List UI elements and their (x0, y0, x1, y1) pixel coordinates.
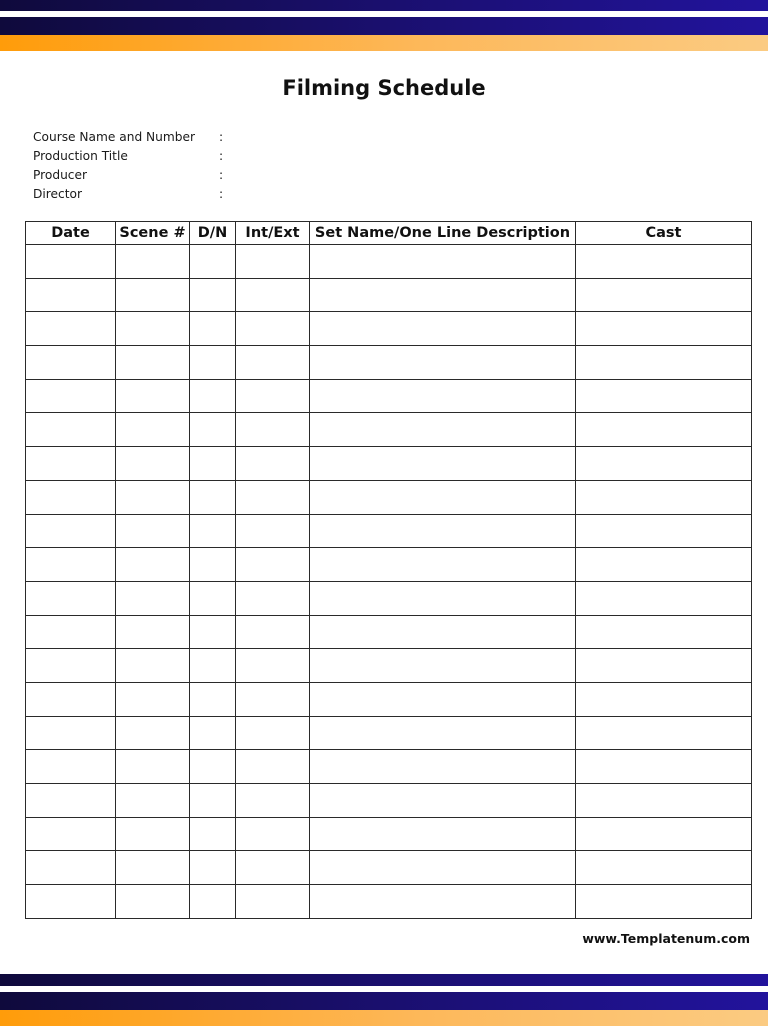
table-row (26, 784, 752, 818)
cell-cast[interactable] (576, 245, 752, 279)
cell-cast[interactable] (576, 413, 752, 447)
cell-int-ext[interactable] (236, 716, 310, 750)
cell-scene[interactable] (116, 447, 190, 481)
table-body (26, 245, 752, 919)
cell-set-description[interactable] (310, 851, 576, 885)
page-title: Filming Schedule (282, 76, 486, 100)
cell-date[interactable] (26, 480, 116, 514)
cell-set-description[interactable] (310, 447, 576, 481)
cell-day-night[interactable] (190, 649, 236, 683)
cell-date[interactable] (26, 346, 116, 380)
cell-cast[interactable] (576, 581, 752, 615)
cell-day-night[interactable] (190, 312, 236, 346)
cell-int-ext[interactable] (236, 480, 310, 514)
cell-set-description[interactable] (310, 649, 576, 683)
cell-date[interactable] (26, 548, 116, 582)
cell-day-night[interactable] (190, 379, 236, 413)
cell-cast[interactable] (576, 817, 752, 851)
cell-int-ext[interactable] (236, 413, 310, 447)
cell-day-night[interactable] (190, 514, 236, 548)
cell-int-ext[interactable] (236, 312, 310, 346)
cell-set-description[interactable] (310, 581, 576, 615)
cell-date[interactable] (26, 817, 116, 851)
cell-set-description[interactable] (310, 312, 576, 346)
cell-int-ext[interactable] (236, 784, 310, 818)
cell-scene[interactable] (116, 615, 190, 649)
cell-scene[interactable] (116, 346, 190, 380)
cell-int-ext[interactable] (236, 649, 310, 683)
cell-scene[interactable] (116, 581, 190, 615)
cell-set-description[interactable] (310, 885, 576, 919)
table-row (26, 581, 752, 615)
cell-int-ext[interactable] (236, 245, 310, 279)
table-row (26, 750, 752, 784)
cell-date[interactable] (26, 851, 116, 885)
top-orange-band (0, 35, 768, 51)
table-row (26, 716, 752, 750)
table-row (26, 851, 752, 885)
bottom-orange-band (0, 1010, 768, 1026)
top-navy-band-2 (0, 17, 768, 35)
cell-scene[interactable] (116, 312, 190, 346)
cell-cast[interactable] (576, 851, 752, 885)
cell-scene[interactable] (116, 784, 190, 818)
cell-scene[interactable] (116, 278, 190, 312)
cell-cast[interactable] (576, 447, 752, 481)
cell-date[interactable] (26, 784, 116, 818)
cell-day-night[interactable] (190, 784, 236, 818)
cell-scene[interactable] (116, 716, 190, 750)
cell-scene[interactable] (116, 245, 190, 279)
cell-cast[interactable] (576, 514, 752, 548)
cell-cast[interactable] (576, 682, 752, 716)
field-separator: : (219, 129, 224, 144)
field-label: Production Title (33, 148, 128, 163)
cell-day-night[interactable] (190, 851, 236, 885)
cell-set-description[interactable] (310, 817, 576, 851)
table-row (26, 312, 752, 346)
cell-date[interactable] (26, 682, 116, 716)
field-separator: : (219, 186, 224, 201)
cell-day-night[interactable] (190, 548, 236, 582)
cell-set-description[interactable] (310, 716, 576, 750)
column-header-date: Date (26, 222, 116, 245)
cell-cast[interactable] (576, 278, 752, 312)
cell-set-description[interactable] (310, 784, 576, 818)
cell-scene[interactable] (116, 750, 190, 784)
header-fields (33, 127, 229, 203)
field-director[interactable] (33, 184, 229, 203)
field-separator: : (219, 167, 224, 182)
cell-scene[interactable] (116, 851, 190, 885)
cell-date[interactable] (26, 615, 116, 649)
footer-website: www.Templatenum.com (582, 931, 750, 946)
cell-int-ext[interactable] (236, 851, 310, 885)
cell-scene[interactable] (116, 649, 190, 683)
cell-date[interactable] (26, 278, 116, 312)
cell-day-night[interactable] (190, 447, 236, 481)
field-producer[interactable] (33, 165, 229, 184)
cell-date[interactable] (26, 379, 116, 413)
cell-cast[interactable] (576, 649, 752, 683)
table-row (26, 379, 752, 413)
cell-day-night[interactable] (190, 716, 236, 750)
table-row (26, 885, 752, 919)
table-row (26, 346, 752, 380)
cell-date[interactable] (26, 649, 116, 683)
cell-int-ext[interactable] (236, 278, 310, 312)
top-navy-band-1 (0, 0, 768, 11)
bottom-navy-band-1 (0, 974, 768, 986)
bottom-navy-band-2 (0, 992, 768, 1010)
table-row (26, 548, 752, 582)
cell-day-night[interactable] (190, 750, 236, 784)
cell-set-description[interactable] (310, 278, 576, 312)
table-header-row (26, 222, 752, 245)
cell-set-description[interactable] (310, 615, 576, 649)
column-header-day-night: D/N (190, 222, 236, 245)
cell-scene[interactable] (116, 817, 190, 851)
table-row (26, 447, 752, 481)
cell-scene[interactable] (116, 480, 190, 514)
field-course-name[interactable] (33, 127, 229, 146)
cell-int-ext[interactable] (236, 447, 310, 481)
cell-int-ext[interactable] (236, 548, 310, 582)
cell-date[interactable] (26, 716, 116, 750)
table-row (26, 278, 752, 312)
cell-date[interactable] (26, 413, 116, 447)
cell-set-description[interactable] (310, 413, 576, 447)
cell-day-night[interactable] (190, 413, 236, 447)
cell-day-night[interactable] (190, 480, 236, 514)
field-label: Producer (33, 167, 88, 182)
field-separator: : (219, 148, 224, 163)
table-row (26, 480, 752, 514)
cell-set-description[interactable] (310, 245, 576, 279)
cell-day-night[interactable] (190, 245, 236, 279)
cell-int-ext[interactable] (236, 817, 310, 851)
cell-int-ext[interactable] (236, 615, 310, 649)
cell-day-night[interactable] (190, 615, 236, 649)
cell-set-description[interactable] (310, 548, 576, 582)
cell-int-ext[interactable] (236, 346, 310, 380)
cell-day-night[interactable] (190, 885, 236, 919)
cell-scene[interactable] (116, 379, 190, 413)
cell-set-description[interactable] (310, 682, 576, 716)
cell-date[interactable] (26, 245, 116, 279)
cell-set-description[interactable] (310, 750, 576, 784)
cell-day-night[interactable] (190, 346, 236, 380)
column-header-scene: Scene # (116, 222, 190, 245)
cell-set-description[interactable] (310, 346, 576, 380)
cell-int-ext[interactable] (236, 581, 310, 615)
cell-date[interactable] (26, 312, 116, 346)
cell-cast[interactable] (576, 379, 752, 413)
cell-date[interactable] (26, 750, 116, 784)
cell-int-ext[interactable] (236, 750, 310, 784)
cell-cast[interactable] (576, 615, 752, 649)
cell-date[interactable] (26, 885, 116, 919)
cell-day-night[interactable] (190, 278, 236, 312)
cell-cast[interactable] (576, 750, 752, 784)
cell-cast[interactable] (576, 716, 752, 750)
table-row (26, 413, 752, 447)
cell-date[interactable] (26, 447, 116, 481)
table-row (26, 514, 752, 548)
cell-int-ext[interactable] (236, 682, 310, 716)
table-row (26, 615, 752, 649)
table-row (26, 649, 752, 683)
cell-int-ext[interactable] (236, 885, 310, 919)
field-label: Director (33, 186, 82, 201)
cell-scene[interactable] (116, 885, 190, 919)
cell-scene[interactable] (116, 682, 190, 716)
cell-day-night[interactable] (190, 581, 236, 615)
cell-set-description[interactable] (310, 379, 576, 413)
cell-int-ext[interactable] (236, 379, 310, 413)
filming-schedule-table (25, 221, 752, 919)
cell-cast[interactable] (576, 312, 752, 346)
column-header-cast: Cast (576, 222, 752, 245)
cell-day-night[interactable] (190, 682, 236, 716)
cell-set-description[interactable] (310, 514, 576, 548)
table-row (26, 817, 752, 851)
cell-scene[interactable] (116, 548, 190, 582)
cell-day-night[interactable] (190, 817, 236, 851)
field-label: Course Name and Number (33, 129, 196, 144)
cell-cast[interactable] (576, 480, 752, 514)
cell-int-ext[interactable] (236, 514, 310, 548)
cell-date[interactable] (26, 581, 116, 615)
cell-cast[interactable] (576, 548, 752, 582)
table-row (26, 245, 752, 279)
field-production-title[interactable] (33, 146, 229, 165)
cell-set-description[interactable] (310, 480, 576, 514)
column-header-set-description: Set Name/One Line Description (310, 222, 576, 245)
cell-scene[interactable] (116, 413, 190, 447)
cell-date[interactable] (26, 514, 116, 548)
table-row (26, 682, 752, 716)
cell-cast[interactable] (576, 784, 752, 818)
cell-cast[interactable] (576, 346, 752, 380)
column-header-int-ext: Int/Ext (236, 222, 310, 245)
cell-cast[interactable] (576, 885, 752, 919)
cell-scene[interactable] (116, 514, 190, 548)
